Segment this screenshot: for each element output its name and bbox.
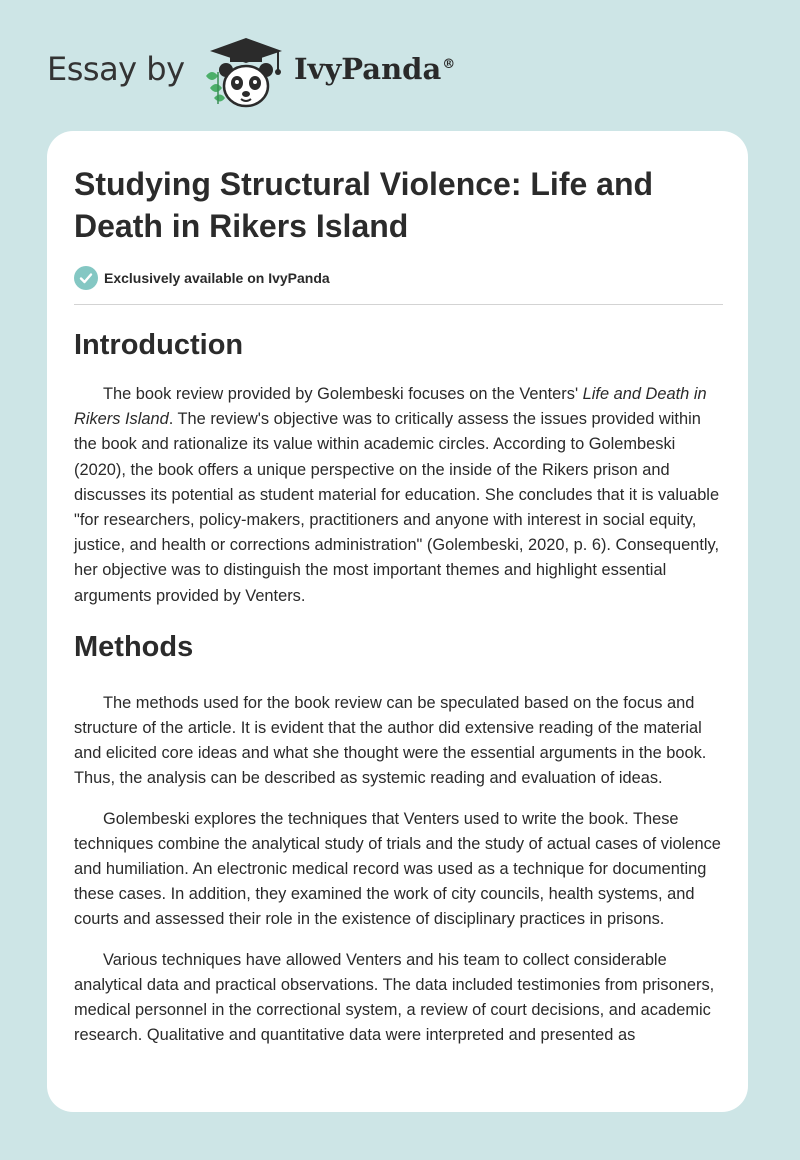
section-heading-introduction: Introduction <box>74 329 244 361</box>
exclusive-badge <box>74 266 723 290</box>
title-divider <box>74 304 723 305</box>
essay-card <box>47 131 748 1112</box>
essay-content <box>74 163 723 1048</box>
check-circle-icon <box>74 266 98 290</box>
methods-paragraph-2: Golembeski explores the techniques that Venters used to write the book. These techniques combine the analytical study of trials and the study of actual cases of violence and humiliation. An electronic medical record was used as a technique for documenting these cases. In addition, they examined the work of city councils, health systems, and courts and assessed their role in the existence of disciplinary practices in prisons. <box>74 809 721 929</box>
methods-paragraph-1: The methods used for the book review can be speculated based on the focus and structure of the article. It is evident that the author did extensive reading of the material and elicited core ideas and what she thought were the essential arguments in the book. Thus, the analysis can be described as systemic reading and evaluation of ideas. <box>74 693 707 788</box>
introduction-paragraph: The book review provided by Golembeski focuses on the Venters' Life and Death in Rikers Island. The review's objective was to critically assess the issues provided within the book and rationalize its value within academic circles. According to Golembeski (2020), the book offers a unique perspective on the inside of the Rikers prison and discusses its potential as student material for education. She concludes that it is valuable "for researchers, policy-makers, practitioners and anyone with interest in social equity, justice, and health or corrections administration" (Golembeski, 2020, p. 6). Consequently, her objective was to distinguish the most important themes and highlight essential arguments provided by Venters. <box>74 385 720 605</box>
badge-label: Exclusively available on IvyPanda <box>104 270 330 286</box>
section-heading-methods: Methods <box>74 630 194 663</box>
essay-by-label: Essay by <box>47 50 185 88</box>
essay-title: Studying Structural Violence: Life and Death in Rikers Island <box>74 166 654 244</box>
brand-logo-text[interactable]: IvyPanda® <box>294 52 456 86</box>
site-header <box>0 0 800 130</box>
methods-paragraph-3: Various techniques have allowed Venters and his team to collect considerable analytical data and practical observations. The data included testimonies from prisoners, medical personnel in the correctional system, a review of court decisions, and academic research. Qualitative and quantitative data were interpreted and presented as <box>74 950 715 1045</box>
book-title: Life and Death in Rikers Island <box>74 385 707 429</box>
panda-graduate-icon[interactable] <box>200 36 292 110</box>
